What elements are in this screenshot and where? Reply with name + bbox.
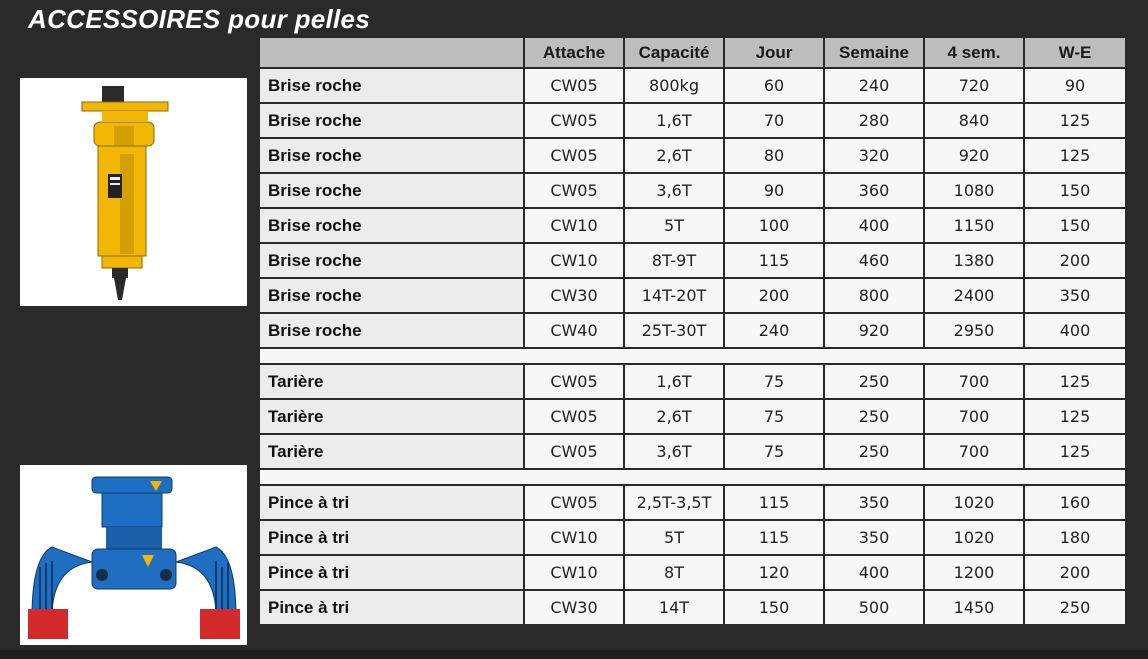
cell-capacite: 14T-20T bbox=[625, 279, 725, 314]
cell-we: 125 bbox=[1025, 104, 1125, 139]
cell-jour: 75 bbox=[725, 365, 825, 400]
cell-4sem: 700 bbox=[925, 365, 1025, 400]
cell-name: Tarière bbox=[260, 400, 525, 435]
cell-we: 125 bbox=[1025, 435, 1125, 470]
cell-semaine: 800 bbox=[825, 279, 925, 314]
cell-capacite: 25T-30T bbox=[625, 314, 725, 349]
cell-jour: 75 bbox=[725, 400, 825, 435]
cell-name: Tarière bbox=[260, 365, 525, 400]
cell-jour: 200 bbox=[725, 279, 825, 314]
cell-semaine: 320 bbox=[825, 139, 925, 174]
cell-we: 200 bbox=[1025, 556, 1125, 591]
cell-attache: CW05 bbox=[525, 69, 625, 104]
cell-attache: CW05 bbox=[525, 365, 625, 400]
header-blank bbox=[260, 38, 525, 69]
cell-name: Brise roche bbox=[260, 244, 525, 279]
table-row bbox=[260, 244, 1125, 279]
cell-semaine: 280 bbox=[825, 104, 925, 139]
title-bold: ACCESSOIRES bbox=[28, 4, 221, 34]
cell-attache: CW40 bbox=[525, 314, 625, 349]
cell-jour: 70 bbox=[725, 104, 825, 139]
cell-attache: CW10 bbox=[525, 556, 625, 591]
sorting-grapple-icon bbox=[22, 467, 246, 643]
cell-capacite: 800kg bbox=[625, 69, 725, 104]
cell-4sem: 840 bbox=[925, 104, 1025, 139]
cell-capacite: 3,6T bbox=[625, 174, 725, 209]
table-row bbox=[260, 314, 1125, 349]
cell-we: 250 bbox=[1025, 591, 1125, 626]
cell-we: 150 bbox=[1025, 174, 1125, 209]
header-jour: Jour bbox=[725, 38, 825, 69]
table-row bbox=[260, 365, 1125, 400]
cell-we: 150 bbox=[1025, 209, 1125, 244]
cell-4sem: 720 bbox=[925, 69, 1025, 104]
group-separator bbox=[260, 470, 1125, 486]
table-row bbox=[260, 174, 1125, 209]
cell-capacite: 2,6T bbox=[625, 400, 725, 435]
cell-4sem: 1020 bbox=[925, 521, 1025, 556]
cell-semaine: 400 bbox=[825, 556, 925, 591]
cell-attache: CW10 bbox=[525, 244, 625, 279]
table-row bbox=[260, 486, 1125, 521]
cell-4sem: 1200 bbox=[925, 556, 1025, 591]
cell-attache: CW10 bbox=[525, 209, 625, 244]
cell-4sem: 1450 bbox=[925, 591, 1025, 626]
header-4sem: 4 sem. bbox=[925, 38, 1025, 69]
cell-attache: CW05 bbox=[525, 174, 625, 209]
cell-capacite: 2,6T bbox=[625, 139, 725, 174]
cell-jour: 115 bbox=[725, 486, 825, 521]
cell-semaine: 360 bbox=[825, 174, 925, 209]
cell-capacite: 5T bbox=[625, 521, 725, 556]
cell-name: Pince à tri bbox=[260, 486, 525, 521]
cell-4sem: 700 bbox=[925, 435, 1025, 470]
cell-semaine: 460 bbox=[825, 244, 925, 279]
header-attache: Attache bbox=[525, 38, 625, 69]
table-row bbox=[260, 591, 1125, 626]
group-separator bbox=[260, 349, 1125, 365]
header-we: W-E bbox=[1025, 38, 1125, 69]
cell-name: Brise roche bbox=[260, 314, 525, 349]
cell-name: Pince à tri bbox=[260, 521, 525, 556]
cell-capacite: 14T bbox=[625, 591, 725, 626]
cell-we: 125 bbox=[1025, 400, 1125, 435]
cell-capacite: 1,6T bbox=[625, 365, 725, 400]
cell-we: 180 bbox=[1025, 521, 1125, 556]
cell-jour: 90 bbox=[725, 174, 825, 209]
cell-capacite: 5T bbox=[625, 209, 725, 244]
cell-4sem: 920 bbox=[925, 139, 1025, 174]
table-row bbox=[260, 400, 1125, 435]
cell-name: Brise roche bbox=[260, 174, 525, 209]
cell-name: Brise roche bbox=[260, 209, 525, 244]
cell-semaine: 250 bbox=[825, 435, 925, 470]
cell-attache: CW10 bbox=[525, 521, 625, 556]
cell-attache: CW05 bbox=[525, 435, 625, 470]
cell-semaine: 240 bbox=[825, 69, 925, 104]
table-row bbox=[260, 521, 1125, 556]
cell-jour: 100 bbox=[725, 209, 825, 244]
cell-we: 400 bbox=[1025, 314, 1125, 349]
cell-attache: CW30 bbox=[525, 279, 625, 314]
table-row bbox=[260, 435, 1125, 470]
cell-4sem: 700 bbox=[925, 400, 1025, 435]
cell-semaine: 920 bbox=[825, 314, 925, 349]
table-body bbox=[260, 69, 1125, 626]
cell-we: 350 bbox=[1025, 279, 1125, 314]
breaker-image bbox=[20, 78, 247, 306]
cell-jour: 240 bbox=[725, 314, 825, 349]
grapple-image bbox=[20, 465, 247, 645]
cell-capacite: 2,5T-3,5T bbox=[625, 486, 725, 521]
cell-4sem: 1380 bbox=[925, 244, 1025, 279]
table-row bbox=[260, 209, 1125, 244]
cell-name: Brise roche bbox=[260, 279, 525, 314]
header-capacite: Capacité bbox=[625, 38, 725, 69]
bottom-strip bbox=[0, 650, 1148, 659]
cell-capacite: 3,6T bbox=[625, 435, 725, 470]
table-row bbox=[260, 104, 1125, 139]
cell-semaine: 250 bbox=[825, 400, 925, 435]
cell-semaine: 400 bbox=[825, 209, 925, 244]
header-semaine: Semaine bbox=[825, 38, 925, 69]
cell-4sem: 2950 bbox=[925, 314, 1025, 349]
cell-we: 200 bbox=[1025, 244, 1125, 279]
cell-attache: CW05 bbox=[525, 139, 625, 174]
cell-attache: CW30 bbox=[525, 591, 625, 626]
cell-semaine: 350 bbox=[825, 521, 925, 556]
cell-attache: CW05 bbox=[525, 486, 625, 521]
cell-semaine: 500 bbox=[825, 591, 925, 626]
cell-name: Pince à tri bbox=[260, 556, 525, 591]
cell-we: 160 bbox=[1025, 486, 1125, 521]
cell-jour: 75 bbox=[725, 435, 825, 470]
cell-we: 125 bbox=[1025, 365, 1125, 400]
cell-name: Tarière bbox=[260, 435, 525, 470]
cell-attache: CW05 bbox=[525, 400, 625, 435]
table-row bbox=[260, 279, 1125, 314]
cell-jour: 120 bbox=[725, 556, 825, 591]
cell-4sem: 1080 bbox=[925, 174, 1025, 209]
price-table bbox=[260, 38, 1125, 626]
cell-we: 125 bbox=[1025, 139, 1125, 174]
separator-cell bbox=[260, 470, 1125, 486]
cell-jour: 60 bbox=[725, 69, 825, 104]
cell-capacite: 8T bbox=[625, 556, 725, 591]
cell-attache: CW05 bbox=[525, 104, 625, 139]
cell-jour: 115 bbox=[725, 244, 825, 279]
cell-semaine: 250 bbox=[825, 365, 925, 400]
cell-capacite: 1,6T bbox=[625, 104, 725, 139]
cell-jour: 115 bbox=[725, 521, 825, 556]
header-row bbox=[260, 38, 1125, 69]
cell-capacite: 8T-9T bbox=[625, 244, 725, 279]
cell-jour: 80 bbox=[725, 139, 825, 174]
cell-jour: 150 bbox=[725, 591, 825, 626]
table-row bbox=[260, 69, 1125, 104]
cell-4sem: 1150 bbox=[925, 209, 1025, 244]
separator-cell bbox=[260, 349, 1125, 365]
cell-name: Brise roche bbox=[260, 69, 525, 104]
cell-4sem: 1020 bbox=[925, 486, 1025, 521]
title-rest: pour pelles bbox=[220, 4, 371, 34]
cell-name: Brise roche bbox=[260, 139, 525, 174]
cell-name: Brise roche bbox=[260, 104, 525, 139]
cell-name: Pince à tri bbox=[260, 591, 525, 626]
hydraulic-breaker-icon bbox=[74, 82, 194, 302]
cell-semaine: 350 bbox=[825, 486, 925, 521]
table-row bbox=[260, 556, 1125, 591]
cell-we: 90 bbox=[1025, 69, 1125, 104]
table-row bbox=[260, 139, 1125, 174]
cell-4sem: 2400 bbox=[925, 279, 1025, 314]
page-title bbox=[28, 4, 370, 35]
